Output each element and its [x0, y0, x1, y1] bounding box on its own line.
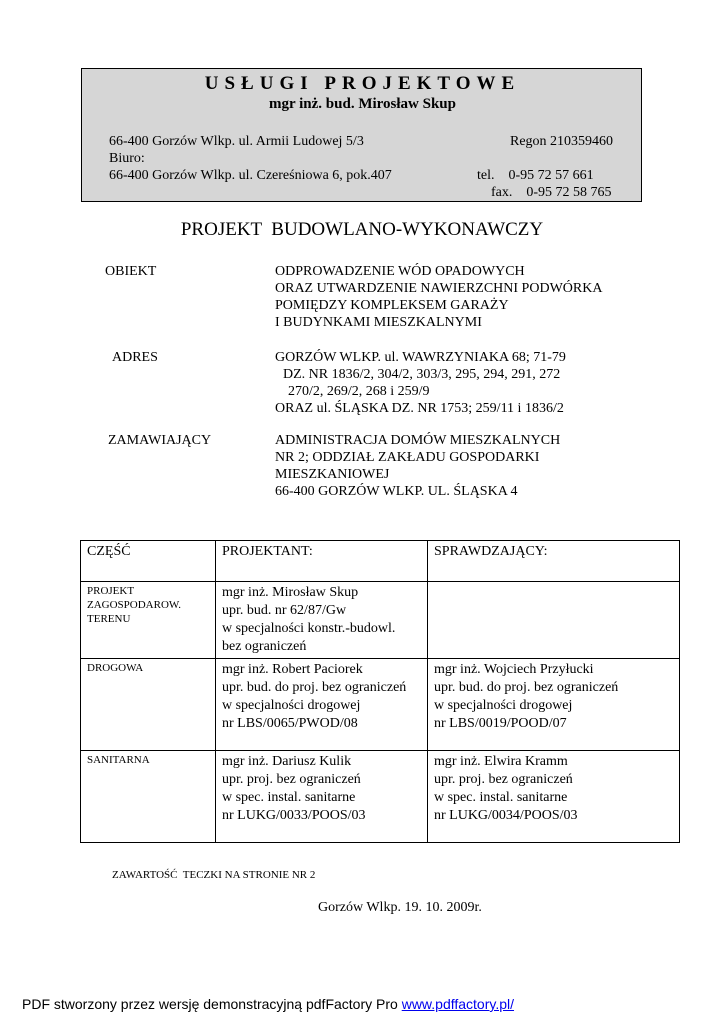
table-row [81, 751, 680, 843]
table-row [81, 582, 680, 659]
object-line: ORAZ UTWARDZENIE NAWIERZCHNI PODWÓRKA [275, 281, 603, 296]
address-line: DZ. NR 1836/2, 304/2, 303/3, 295, 294, 291, 272 [283, 367, 561, 382]
pdf-footer [22, 996, 514, 1012]
checker-cell [428, 582, 680, 659]
part-cell [81, 659, 216, 751]
designer-name: mgr inż. Mirosław Skup [222, 585, 359, 600]
phone-number: tel. 0-95 72 57 661 [477, 168, 594, 183]
designer-detail: nr LBS/0065/PWOD/08 [222, 716, 358, 731]
letterhead-subtitle: mgr inż. bud. Mirosław Skup [269, 96, 456, 112]
footer-link[interactable]: www.pdffactory.pl/ [401, 996, 515, 1012]
checker-detail: w specjalności drogowej [434, 698, 573, 713]
checker-cell [428, 659, 680, 751]
checker-name: mgr inż. Wojciech Przyłucki [434, 662, 594, 677]
object-line: ODPROWADZENIE WÓD OPADOWYCH [275, 264, 525, 279]
designer-detail: upr. proj. bez ograniczeń [222, 772, 361, 787]
office-label: Biuro: [109, 151, 145, 166]
date-line: Gorzów Wlkp. 19. 10. 2009r. [318, 900, 482, 915]
checker-detail: w spec. instal. sanitarne [434, 790, 568, 805]
part-label: TERENU [87, 613, 131, 625]
client-line: MIESZKANIOWEJ [275, 467, 390, 482]
designer-cell [216, 582, 428, 659]
client-line: NR 2; ODDZIAŁ ZAKŁADU GOSPODARKI [275, 450, 540, 465]
designer-detail: nr LUKG/0033/POOS/03 [222, 808, 366, 823]
client-line: ADMINISTRACJA DOMÓW MIESZKALNYCH [275, 433, 561, 448]
part-cell [81, 751, 216, 843]
checker-detail: upr. bud. do proj. bez ograniczeń [434, 680, 619, 695]
part-label: SANITARNA [87, 754, 150, 766]
object-label: OBIEKT [105, 264, 157, 279]
designers-table [80, 540, 680, 843]
fax-number: fax. 0-95 72 58 765 [491, 185, 612, 200]
designer-detail: upr. bud. nr 62/87/Gw [222, 603, 347, 618]
designer-cell [216, 751, 428, 843]
letterhead-box [81, 68, 642, 202]
designer-detail: w specjalności drogowej [222, 698, 361, 713]
column-header-designer: PROJEKTANT: [216, 541, 428, 582]
checker-detail: upr. proj. bez ograniczeń [434, 772, 573, 787]
table-row [81, 659, 680, 751]
document-title: PROJEKT BUDOWLANO-WYKONAWCZY [180, 219, 544, 240]
part-label: DROGOWA [87, 662, 144, 674]
main-address: 66-400 Gorzów Wlkp. ul. Armii Ludowej 5/3 [109, 134, 364, 149]
part-label: PROJEKT [87, 585, 135, 597]
designer-name: mgr inż. Robert Paciorek [222, 662, 363, 677]
letterhead-title: USŁUGI PROJEKTOWE [204, 73, 521, 94]
part-label: ZAGOSPODAROW. [87, 599, 182, 611]
footer-text: PDF stworzony przez wersję demonstracyjną pdfFactory Pro [22, 996, 402, 1012]
part-cell [81, 582, 216, 659]
checker-cell [428, 751, 680, 843]
regon-number: Regon 210359460 [510, 134, 614, 149]
checker-detail: nr LBS/0019/POOD/07 [434, 716, 567, 731]
office-address: 66-400 Gorzów Wlkp. ul. Czereśniowa 6, pok.407 [109, 168, 392, 183]
table-header-row [81, 541, 680, 582]
column-header-part: CZĘŚĆ [81, 541, 216, 582]
designer-detail: w spec. instal. sanitarne [222, 790, 356, 805]
address-label: ADRES [112, 350, 158, 365]
address-line: GORZÓW WLKP. ul. WAWRZYNIAKA 68; 71-79 [275, 350, 566, 365]
client-line: 66-400 GORZÓW WLKP. UL. ŚLĄSKA 4 [275, 484, 518, 499]
designer-detail: bez ograniczeń [222, 639, 307, 654]
designer-cell [216, 659, 428, 751]
checker-name: mgr inż. Elwira Kramm [434, 754, 568, 769]
checker-detail: nr LUKG/0034/POOS/03 [434, 808, 578, 823]
address-line: ORAZ ul. ŚLĄSKA DZ. NR 1753; 259/11 i 1836/2 [275, 401, 564, 416]
object-line: POMIĘDZY KOMPLEKSEM GARAŻY [275, 298, 509, 313]
contents-note: ZAWARTOŚĆ TECZKI NA STRONIE NR 2 [112, 869, 316, 881]
designer-detail: upr. bud. do proj. bez ograniczeń [222, 680, 407, 695]
object-line: I BUDYNKAMI MIESZKALNYMI [275, 315, 482, 330]
designer-detail: w specjalności konstr.-budowl. [222, 621, 396, 636]
client-label: ZAMAWIAJĄCY [108, 433, 212, 448]
designer-name: mgr inż. Dariusz Kulik [222, 754, 352, 769]
address-line: 270/2, 269/2, 268 i 259/9 [288, 384, 430, 399]
column-header-checker: SPRAWDZAJĄCY: [428, 541, 680, 582]
